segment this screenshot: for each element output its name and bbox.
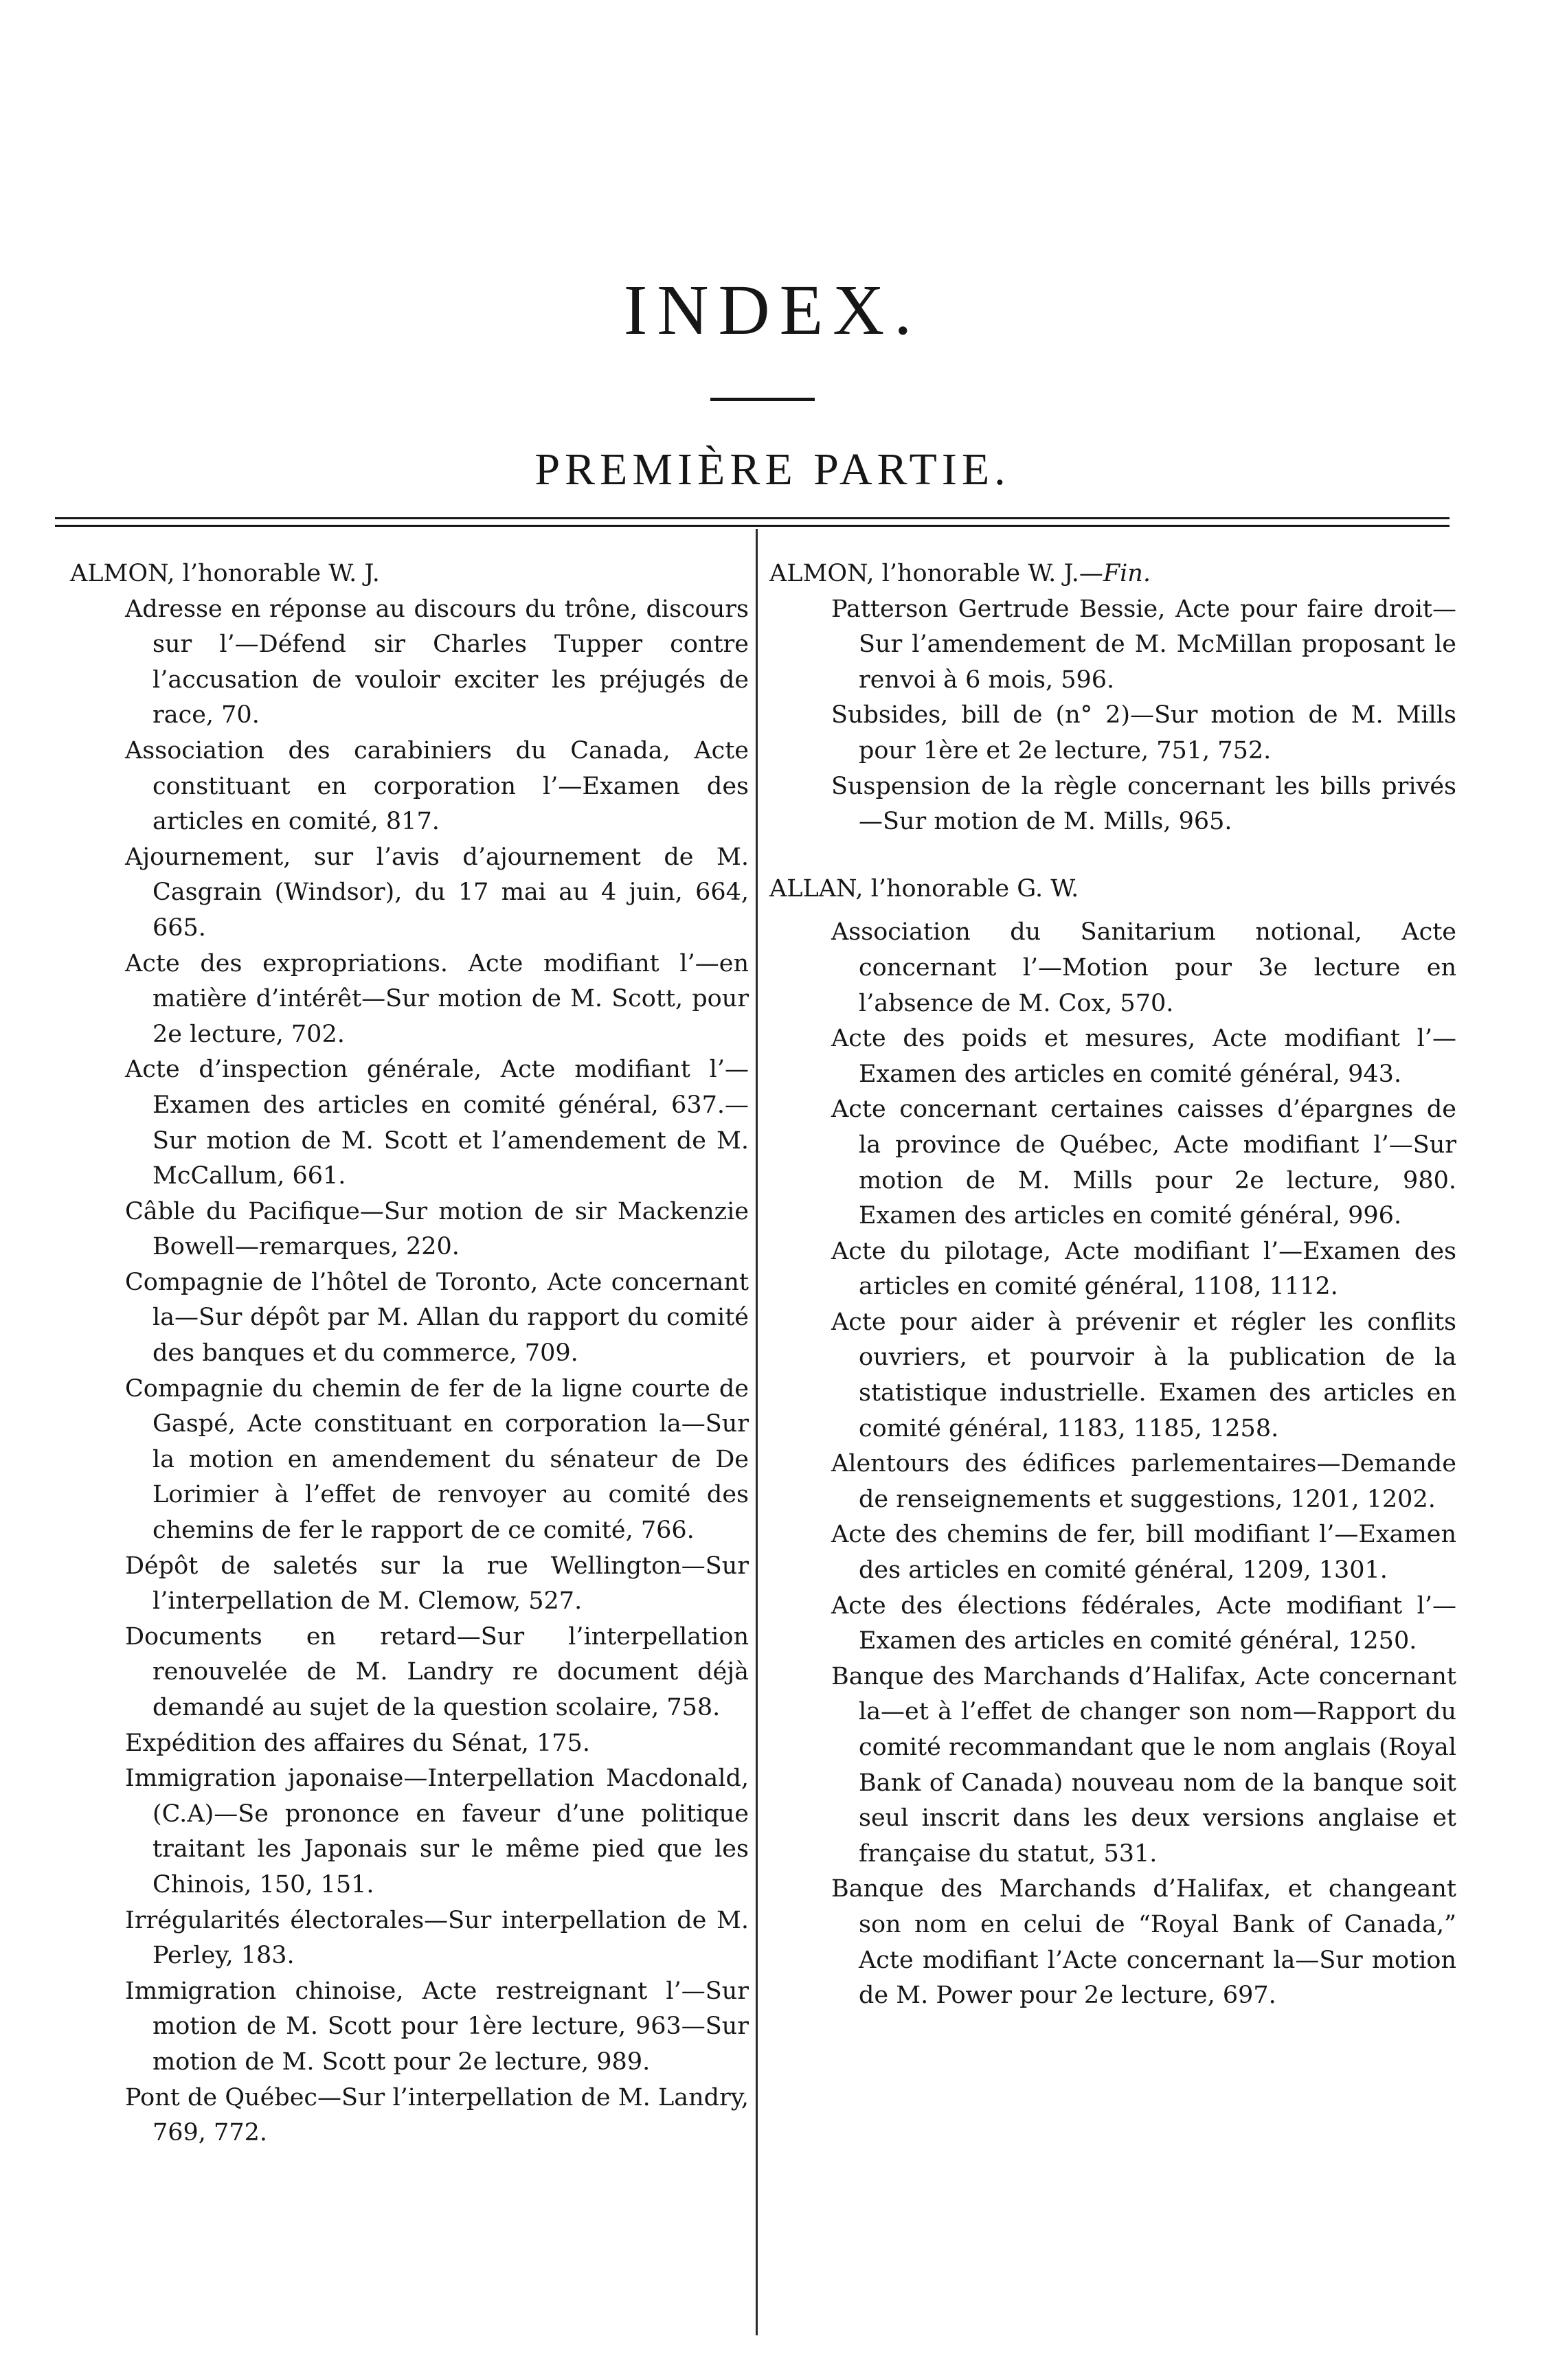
index-entry: Acte d’inspection générale, Acte modifiant l’—Examen des articles en comité général, 637.—Sur motion de M. Scott et l’amendement de M. McCallum, 661. <box>125 1056 749 1190</box>
header-double-rule <box>55 517 1450 527</box>
index-entry: Patterson Gertrude Bessie, Acte pour faire droit—Sur l’amendement de M. McMillan proposant le renvoi à 6 mois, 596. <box>831 595 1456 694</box>
index-entry: Subsides, bill de (n° 2)—Sur motion de M. Mills pour 1ère et 2e lecture, 751, 752. <box>831 701 1456 764</box>
index-entry: Association des carabiniers du Canada, Acte constituant en corporation l’—Examen des articles en comité, 817. <box>125 736 749 836</box>
index-entry: Compagnie de l’hôtel de Toronto, Acte concernant la—Sur dépôt par M. Allan du rapport du comité des banques et du commerce, 709. <box>125 1268 749 1368</box>
heading-spacer <box>769 907 1456 915</box>
right-column <box>769 556 1456 2014</box>
index-entry: Association du Sanitarium notional, Acte concernant l’—Motion pour 3e lecture en l’absence de M. Cox, 570. <box>831 918 1456 1017</box>
index-entry: Alentours des édifices parlementaires—Demande de renseignements et suggestions, 1201, 1202. <box>831 1450 1456 1513</box>
index-entry: Acte des poids et mesures, Acte modifiant l’—Examen des articles en comité général, 943. <box>831 1025 1456 1088</box>
index-entry: Acte des élections fédérales, Acte modifiant l’—Examen des articles en comité général, 1250. <box>831 1591 1456 1655</box>
index-entry: Expédition des affaires du Sénat, 175. <box>125 1729 590 1757</box>
member-heading-allan: ALLAN, l’honorable G. W. <box>769 874 1079 903</box>
index-entry: Acte pour aider à prévenir et régler les conflits ouvriers, et pourvoir à la publication de la statistique industrielle. Examen des articles en comité général, 1183, 1185, 1258. <box>831 1308 1456 1442</box>
index-entry: Acte des chemins de fer, bill modifiant l’—Examen des articles en comité général, 1209, 1301. <box>831 1521 1456 1585</box>
index-entry: Compagnie du chemin de fer de la ligne courte de Gaspé, Acte constituant en corporation la—Sur la motion en amendement du sénateur de De Lorimier à l’effet de renvoyer au comité des chemins de fer le rapport de ce comité, 766. <box>125 1374 749 1545</box>
left-column <box>70 556 749 2151</box>
index-entry: Acte des expropriations. Acte modifiant l’—en matière d’intérêt—Sur motion de M. Scott, pour 2e lecture, 702. <box>125 949 749 1048</box>
index-entry: Documents en retard—Sur l’interpellation renouvelée de M. Landry re document déjà demandé au sujet de la question scolaire, 758. <box>125 1622 749 1721</box>
title-rule <box>710 398 815 401</box>
index-entry: Câble du Pacifique—Sur motion de sir Mackenzie Bowell—remarques, 220. <box>125 1197 749 1261</box>
index-entry: Acte concernant certaines caisses d’épargnes de la province de Québec, Acte modifiant l’—Sur motion de M. Mills pour 2e lecture, 980. Examen des articles en comité général, 996. <box>831 1096 1456 1230</box>
heading-fin-text: Fin. <box>1103 560 1151 587</box>
index-entry: Immigration japonaise—Interpellation Macdonald, (C.A)—Se prononce en faveur d’une politique traitant les Japonais sur le même pied que les Chinois, 150, 151. <box>125 1765 749 1899</box>
index-entry: Acte du pilotage, Acte modifiant l’—Examen des articles en comité général, 1108, 1112. <box>831 1237 1456 1301</box>
part-subtitle: PREMIÈRE PARTIE. <box>534 444 1011 495</box>
index-entry: Immigration chinoise, Acte restreignant l’—Sur motion de M. Scott pour 1ère lecture, 963—Sur motion de M. Scott pour 2e lecture, 989. <box>125 1977 749 2076</box>
member-heading-almon-continued <box>769 556 1456 592</box>
index-entry: Suspension de la règle concernant les bills privés—Sur motion de M. Mills, 965. <box>831 772 1456 836</box>
index-entry: Adresse en réponse au discours du trône, discours sur l’—Défend sir Charles Tupper contre l’accusation de vouloir exciter les préjugés de race, 70. <box>125 595 749 729</box>
index-entry: Irrégularités électorales—Sur interpellation de M. Perley, 183. <box>125 1906 749 1970</box>
heading-main-text: ALMON, l’honorable W. J.— <box>769 560 1103 587</box>
index-entry: Ajournement, sur l’avis d’ajournement de M. Casgrain (Windsor), du 17 mai au 4 juin, 664, 665. <box>125 843 749 942</box>
index-entry: Banque des Marchands d’Halifax, Acte concernant la—et à l’effet de changer son nom—Rapport du comité recommandant que le nom anglais (Royal Bank of Canada) nouveau nom de la banque soit seul inscrit dans les deux versions anglaise et française du statut, 531. <box>831 1662 1456 1868</box>
index-title: INDEX. <box>623 271 922 350</box>
column-divider <box>756 529 758 2335</box>
member-heading-almon: ALMON, l’honorable W. J. <box>70 560 380 587</box>
index-entry: Banque des Marchands d’Halifax, et changeant son nom en celui de “Royal Bank of Canada,” Acte modifiant l’Acte concernant la—Sur motion de M. Power pour 2e lecture, 697. <box>831 1875 1456 2010</box>
index-entry: Pont de Québec—Sur l’interpellation de M. Landry, 769, 772. <box>125 2083 749 2147</box>
index-entry: Dépôt de saletés sur la rue Wellington—Sur l’interpellation de M. Clemow, 527. <box>125 1552 749 1616</box>
section-gap <box>769 840 1456 872</box>
